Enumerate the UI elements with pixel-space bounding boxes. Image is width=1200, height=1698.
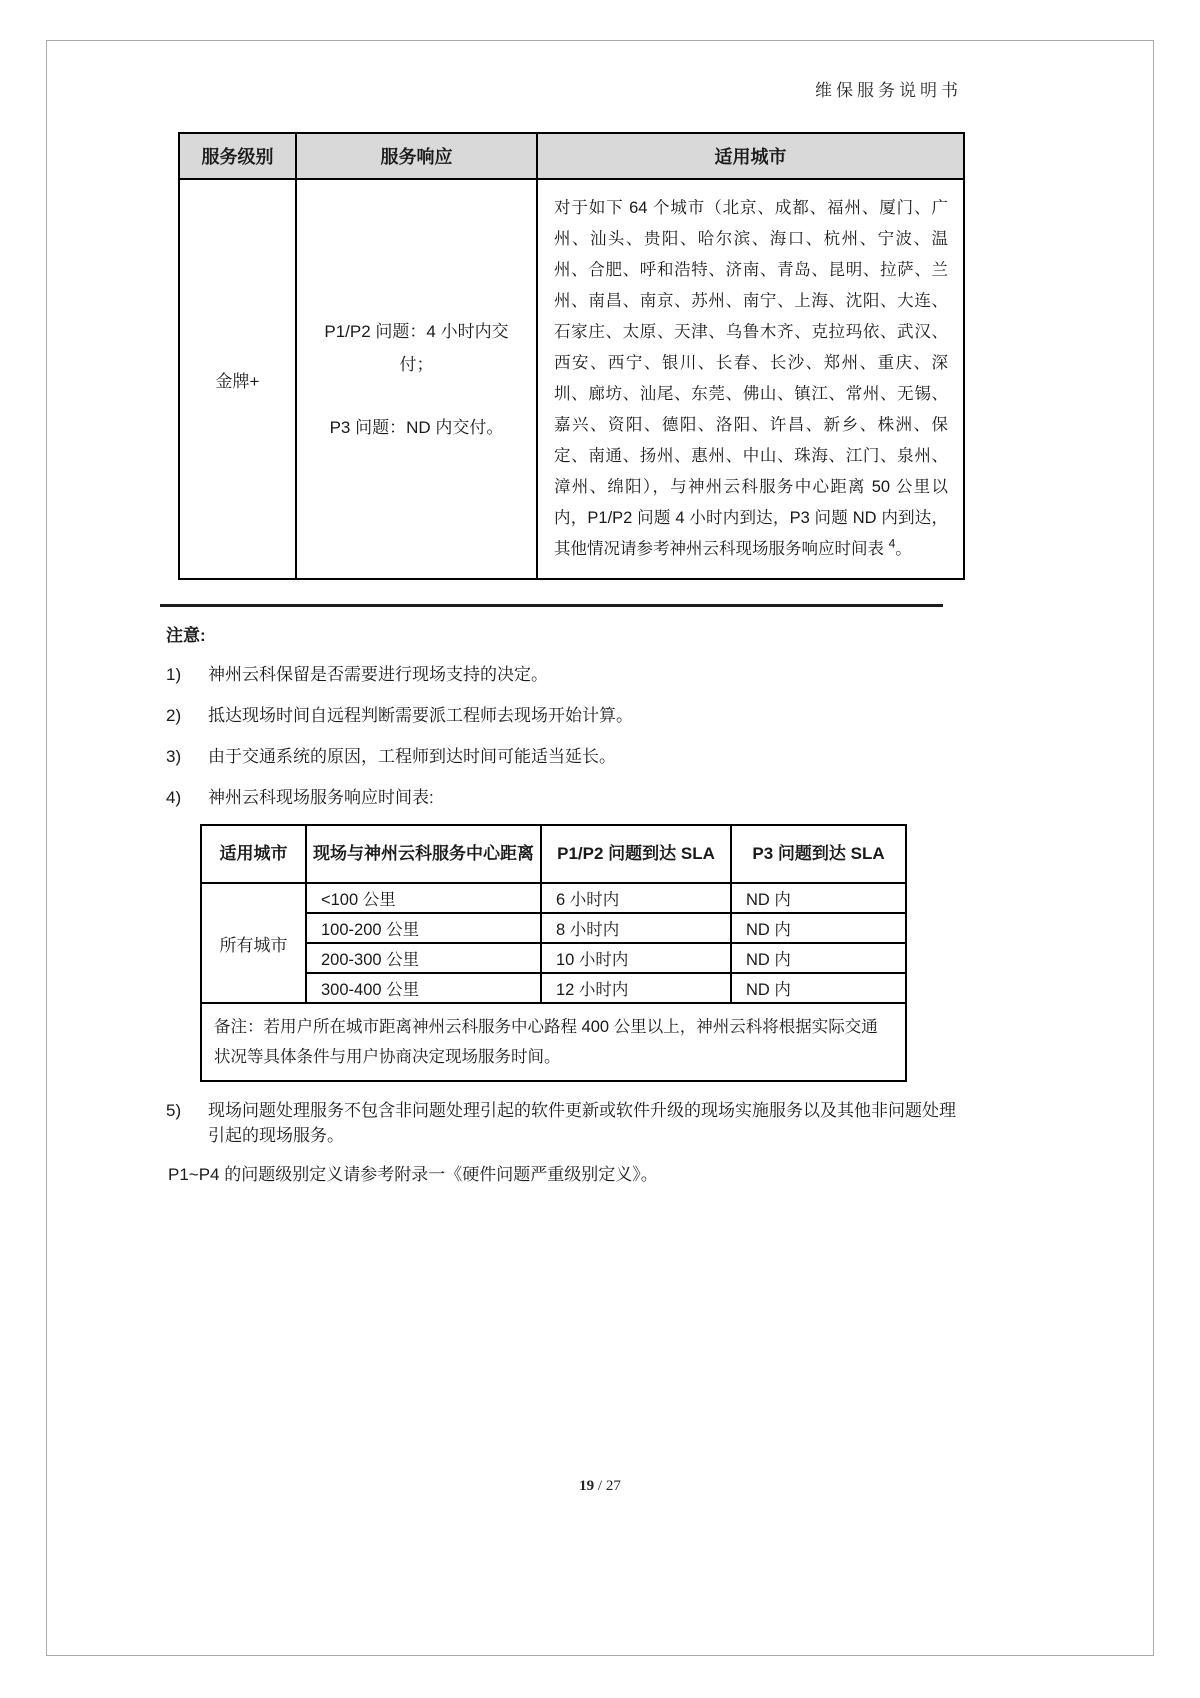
sla-p3-value: ND 内 — [731, 913, 906, 943]
note-text: 神州云科现场服务响应时间表: — [208, 788, 434, 807]
note-number: 1) — [166, 665, 182, 684]
note-item-4 — [166, 785, 963, 810]
footnote-reference: 4 — [888, 536, 896, 551]
sla-row-3 — [201, 943, 906, 973]
sla-p3-value: ND 内 — [731, 943, 906, 973]
sla-p3-value: ND 内 — [731, 883, 906, 913]
note-text: 现场问题处理服务不包含非问题处理引起的软件更新或软件升级的现场实施服务以及其他非问题处理引起的现场服务。 — [208, 1101, 956, 1145]
note-number: 5) — [166, 1101, 182, 1120]
sla-p1p2-value: 6 小时内 — [541, 883, 731, 913]
note-item-2 — [166, 703, 963, 728]
sla-city-scope: 所有城市 — [201, 883, 306, 1003]
section-divider-rule — [160, 604, 943, 607]
sla-distance: 100-200 公里 — [306, 913, 541, 943]
response-p3: P3 问题：ND 内交付。 — [329, 417, 504, 437]
note-text: 由于交通系统的原因，工程师到达时间可能适当延长。 — [208, 747, 616, 766]
service-level-table — [178, 132, 965, 580]
page-footer — [0, 1478, 1200, 1495]
header-service-level: 服务级别 — [179, 133, 296, 179]
page-separator: / — [597, 1478, 603, 1494]
sla-header-city: 适用城市 — [201, 825, 306, 883]
page-content — [160, 132, 963, 1185]
sla-remark: 备注：若用户所在城市距离神州云科服务中心路程 400 公里以上，神州云科将根据实际交通状况等具体条件与用户协商决定现场服务时间。 — [201, 1003, 906, 1081]
sla-distance: 200-300 公里 — [306, 943, 541, 973]
sla-p1p2-value: 10 小时内 — [541, 943, 731, 973]
sla-row-2 — [201, 913, 906, 943]
note-number: 3) — [166, 747, 182, 766]
cell-applicable-cities — [537, 179, 964, 579]
note-text: 抵达现场时间自远程判断需要派工程师去现场开始计算。 — [208, 706, 633, 725]
closing-reference-line: P1~P4 的问题级别定义请参考附录一《硬件问题严重级别定义》。 — [168, 1165, 658, 1184]
document-header-title: 维保服务说明书 — [815, 81, 962, 100]
sla-row-1 — [201, 883, 906, 913]
note-item-1 — [166, 662, 963, 687]
cell-service-response — [296, 179, 537, 579]
sla-remark-row — [201, 1003, 906, 1081]
note-item-5 — [166, 1098, 963, 1148]
notes-heading: 注意: — [166, 626, 206, 645]
sla-p1p2-value: 12 小时内 — [541, 973, 731, 1003]
sla-header-p1p2: P1/P2 问题到达 SLA — [541, 825, 731, 883]
service-level-header-row — [179, 133, 964, 179]
sla-p3-value: ND 内 — [731, 973, 906, 1003]
page-number: 19 — [579, 1478, 595, 1494]
cities-text: 对于如下 64 个城市（北京、成都、福州、厦门、广州、汕头、贵阳、哈尔滨、海口、杭州、宁波、温州、合肥、呼和浩特、济南、青岛、昆明、拉萨、兰州、南昌、南京、苏州、南宁、上海、沈阳、大连、石家庄、太原、天津、乌鲁木齐、克拉玛依、武汉、西安、西宁、银川、长春、长沙、郑州、重庆、深圳、廊坊、汕尾、东莞、佛山、镇江、常州、无锡、嘉兴、资阳、德阳、洛阳、许昌、新乡、株洲、保定、南通、扬州、惠州、中山、珠海、江门、泉州、漳州、绵阳），与神州云科服务中心距离 50 公里以内，P1/P2 问题 4 小时内到达，P3 问题 ND 内到达，其他情况请参考神州云科现场服务响应时间表 — [554, 199, 948, 558]
onsite-sla-table — [200, 824, 907, 1082]
cell-service-level: 金牌+ — [179, 179, 296, 579]
sla-row-4 — [201, 973, 906, 1003]
total-pages: 27 — [605, 1478, 621, 1494]
response-p1p2: P1/P2 问题：4 小时内交付； — [324, 321, 509, 374]
note-text: 神州云科保留是否需要进行现场支持的决定。 — [208, 665, 548, 684]
sla-header-row — [201, 825, 906, 883]
cities-text-end: 。 — [895, 540, 912, 558]
sla-distance: <100 公里 — [306, 883, 541, 913]
note-item-3 — [166, 744, 963, 769]
sla-p1p2-value: 8 小时内 — [541, 913, 731, 943]
header-service-response: 服务响应 — [296, 133, 537, 179]
note-number: 4) — [166, 788, 182, 807]
sla-distance: 300-400 公里 — [306, 973, 541, 1003]
service-level-data-row — [179, 179, 964, 579]
sla-header-p3: P3 问题到达 SLA — [731, 825, 906, 883]
header-applicable-cities: 适用城市 — [537, 133, 964, 179]
sla-header-distance: 现场与神州云科服务中心距离 — [306, 825, 541, 883]
note-number: 2) — [166, 706, 182, 725]
